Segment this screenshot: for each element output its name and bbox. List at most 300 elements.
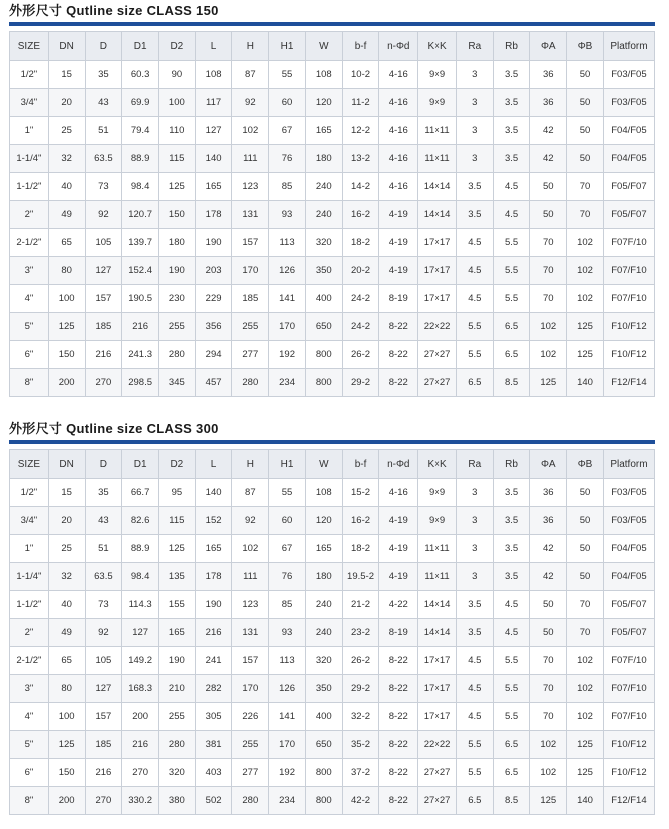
table-cell: 157 [232,647,269,675]
table-cell: 255 [158,703,195,731]
table-cell: 200 [48,787,85,815]
table-cell: 255 [158,313,195,341]
table-row [10,173,655,201]
table-cell: 330.2 [122,787,159,815]
table-cell: 55 [269,479,306,507]
table-cell: 170 [232,257,269,285]
table-cell: 3.5 [493,535,530,563]
table-cell: 18-2 [342,535,379,563]
table-cell: 229 [195,285,232,313]
table-cell: 1-1/2" [10,591,49,619]
table-cell: 125 [567,341,604,369]
table-cell: 320 [305,647,342,675]
table-cell: 65 [48,647,85,675]
table-cell: F03/F05 [603,479,654,507]
class300-title: 外形尺寸 Qutline size CLASS 300 [9,421,219,436]
table-cell: F07/F10 [603,285,654,313]
table-cell: 79.4 [122,117,159,145]
table-row [10,731,655,759]
table-cell: 70 [567,201,604,229]
table-header-row [10,32,655,61]
table-cell: 6" [10,759,49,787]
table-cell: 8-22 [379,731,418,759]
table-cell: 305 [195,703,232,731]
table-cell: 100 [158,89,195,117]
table-cell: 10-2 [342,61,379,89]
table-cell: F12/F14 [603,787,654,815]
table-cell: F04/F05 [603,145,654,173]
table-cell: 190 [195,229,232,257]
table-cell: 50 [530,591,567,619]
table-cell: 50 [567,61,604,89]
table-cell: 93 [269,619,306,647]
table-cell: 70 [567,619,604,647]
table-cell: 15-2 [342,479,379,507]
table-cell: 2-1/2" [10,647,49,675]
table-cell: 11×11 [418,145,457,173]
table-cell: 85 [269,591,306,619]
table-cell: 115 [158,507,195,535]
table-cell: 27×27 [418,759,457,787]
table-cell: 100 [48,703,85,731]
column-header: ΦA [530,450,567,479]
table-cell: 8.5 [493,369,530,397]
table-cell: 241 [195,647,232,675]
table-cell: 155 [158,591,195,619]
table-cell: 50 [567,117,604,145]
class150-section [0,0,669,397]
column-header: n-Φd [379,450,418,479]
column-header: K×K [418,450,457,479]
table-cell: F07F/10 [603,229,654,257]
table-cell: 15 [48,61,85,89]
table-cell: 125 [567,759,604,787]
table-cell: 22×22 [418,731,457,759]
table-cell: 127 [122,619,159,647]
table-cell: 3 [456,479,493,507]
table-cell: 65 [48,229,85,257]
table-cell: 11×11 [418,563,457,591]
table-row [10,341,655,369]
table-cell: 3" [10,257,49,285]
table-cell: 105 [85,229,122,257]
table-cell: 70 [530,703,567,731]
table-cell: 255 [232,731,269,759]
table-cell: 14×14 [418,591,457,619]
table-cell: 114.3 [122,591,159,619]
table-cell: F04/F05 [603,535,654,563]
table-cell: 4-16 [379,173,418,201]
table-cell: 42 [530,535,567,563]
table-cell: 131 [232,201,269,229]
table-row [10,535,655,563]
table-cell: 125 [530,787,567,815]
table-cell: 17×17 [418,257,457,285]
table-cell: 5.5 [493,647,530,675]
table-cell: 80 [48,675,85,703]
table-cell: 50 [530,173,567,201]
table-cell: 6.5 [493,313,530,341]
table-cell: 127 [195,117,232,145]
table-cell: 8-22 [379,787,418,815]
table-cell: 50 [567,89,604,117]
table-cell: 6.5 [493,341,530,369]
table-row [10,117,655,145]
table-cell: 400 [305,285,342,313]
table-cell: 70 [530,647,567,675]
table-cell: 6" [10,341,49,369]
table-cell: 6.5 [456,787,493,815]
table-cell: 69.9 [122,89,159,117]
table-cell: 40 [48,173,85,201]
column-header: D [85,450,122,479]
column-header: D1 [122,32,159,61]
table-cell: 190 [158,257,195,285]
table-cell: 5.5 [493,229,530,257]
table-cell: 240 [305,173,342,201]
table-cell: 14-2 [342,173,379,201]
table-cell: 111 [232,563,269,591]
table-cell: 5.5 [493,703,530,731]
table-cell: 192 [269,759,306,787]
table-row [10,145,655,173]
table-cell: 4.5 [456,229,493,257]
table-cell: 102 [567,229,604,257]
table-row [10,647,655,675]
table-cell: 117 [195,89,232,117]
column-header: Rb [493,32,530,61]
table-cell: 150 [48,759,85,787]
column-header: b-f [342,32,379,61]
table-cell: 120 [305,507,342,535]
table-cell: 51 [85,117,122,145]
column-header: K×K [418,32,457,61]
table-cell: 270 [122,759,159,787]
table-cell: 216 [122,313,159,341]
table-row [10,229,655,257]
table-cell: 234 [269,787,306,815]
table-cell: 4.5 [456,647,493,675]
table-cell: 17×17 [418,229,457,257]
table-cell: 92 [85,619,122,647]
table-cell: 102 [530,313,567,341]
table-cell: 216 [85,341,122,369]
table-cell: 35-2 [342,731,379,759]
class150-title: 外形尺寸 Qutline size CLASS 150 [9,3,219,18]
table-cell: F07F/10 [603,647,654,675]
table-cell: 294 [195,341,232,369]
table-cell: 127 [85,675,122,703]
column-header: H [232,450,269,479]
table-cell: F04/F05 [603,563,654,591]
table-row [10,619,655,647]
column-header: Ra [456,32,493,61]
table-cell: 3.5 [456,591,493,619]
table-cell: 4-19 [379,535,418,563]
table-cell: 4.5 [456,703,493,731]
table-cell: 70 [567,173,604,201]
table-cell: 20 [48,507,85,535]
table-cell: 280 [158,341,195,369]
table-cell: 63.5 [85,563,122,591]
column-header: D2 [158,32,195,61]
table-cell: 320 [158,759,195,787]
table-row [10,787,655,815]
table-cell: 216 [122,731,159,759]
table-cell: 113 [269,229,306,257]
column-header: Rb [493,450,530,479]
table-cell: 280 [232,369,269,397]
table-cell: F05/F07 [603,591,654,619]
table-cell: 1" [10,535,49,563]
table-cell: 650 [305,731,342,759]
table-cell: 87 [232,61,269,89]
table-cell: 140 [195,479,232,507]
class150-title-rule [9,22,655,26]
table-cell: 152.4 [122,257,159,285]
table-cell: F10/F12 [603,313,654,341]
table-cell: 5" [10,731,49,759]
table-cell: 8-22 [379,675,418,703]
table-cell: 50 [530,619,567,647]
table-cell: 168.3 [122,675,159,703]
table-cell: 102 [530,341,567,369]
table-cell: 800 [305,341,342,369]
table-cell: 40 [48,591,85,619]
table-cell: 100 [48,285,85,313]
table-cell: 55 [269,61,306,89]
table-cell: 8-22 [379,703,418,731]
class300-dimension-table [9,449,655,815]
table-cell: 8" [10,787,49,815]
table-cell: 120 [305,89,342,117]
table-cell: 4-19 [379,229,418,257]
table-cell: 192 [269,341,306,369]
table-cell: 135 [158,563,195,591]
column-header: b-f [342,450,379,479]
column-header: ΦA [530,32,567,61]
table-cell: 4.5 [493,591,530,619]
table-cell: 37-2 [342,759,379,787]
table-cell: 32 [48,563,85,591]
column-header: SIZE [10,450,49,479]
table-cell: 210 [158,675,195,703]
table-cell: 234 [269,369,306,397]
table-cell: 102 [567,257,604,285]
table-cell: 298.5 [122,369,159,397]
table-cell: 277 [232,759,269,787]
table-cell: 36 [530,89,567,117]
table-cell: 70 [530,675,567,703]
table-cell: F07/F10 [603,703,654,731]
table-cell: 29-2 [342,675,379,703]
table-cell: 87 [232,479,269,507]
table-cell: 20 [48,89,85,117]
table-cell: 4" [10,285,49,313]
table-cell: 282 [195,675,232,703]
table-cell: 80 [48,257,85,285]
table-row [10,563,655,591]
table-cell: 1" [10,117,49,145]
table-cell: 120.7 [122,201,159,229]
table-cell: 125 [567,313,604,341]
table-cell: 18-2 [342,229,379,257]
table-cell: 17×17 [418,703,457,731]
table-cell: 13-2 [342,145,379,173]
table-cell: 8-22 [379,369,418,397]
table-cell: 12-2 [342,117,379,145]
table-cell: 180 [305,145,342,173]
table-cell: 270 [85,369,122,397]
table-cell: 140 [567,369,604,397]
table-cell: 180 [158,229,195,257]
table-cell: 165 [305,535,342,563]
column-header: ΦB [567,450,604,479]
table-cell: 8" [10,369,49,397]
table-cell: 4-19 [379,563,418,591]
table-cell: F04/F05 [603,117,654,145]
table-row [10,759,655,787]
table-row [10,507,655,535]
table-cell: 240 [305,619,342,647]
table-cell: 42 [530,145,567,173]
table-cell: 9×9 [418,61,457,89]
table-cell: 113 [269,647,306,675]
table-cell: 51 [85,535,122,563]
table-cell: 27×27 [418,787,457,815]
table-cell: 14×14 [418,619,457,647]
table-cell: 6.5 [493,759,530,787]
table-cell: 49 [48,619,85,647]
table-cell: 93 [269,201,306,229]
table-cell: 43 [85,89,122,117]
table-cell: 400 [305,703,342,731]
table-cell: 36 [530,507,567,535]
column-header: SIZE [10,32,49,61]
table-cell: 2-1/2" [10,229,49,257]
table-cell: 241.3 [122,341,159,369]
table-cell: 35 [85,479,122,507]
table-cell: 4" [10,703,49,731]
table-cell: 170 [232,675,269,703]
table-cell: 92 [232,89,269,117]
table-cell: 111 [232,145,269,173]
table-cell: 102 [530,759,567,787]
table-cell: 16-2 [342,201,379,229]
table-cell: 5.5 [456,759,493,787]
class300-title-rule [9,440,655,444]
table-cell: 190 [158,647,195,675]
table-cell: 403 [195,759,232,787]
table-row [10,703,655,731]
table-cell: 4.5 [493,619,530,647]
table-cell: 70 [530,285,567,313]
table-cell: 280 [232,787,269,815]
table-cell: 15 [48,479,85,507]
column-header: H1 [269,450,306,479]
table-cell: 5.5 [456,731,493,759]
table-cell: 9×9 [418,507,457,535]
table-cell: 350 [305,675,342,703]
table-cell: 82.6 [122,507,159,535]
table-cell: 70 [530,229,567,257]
table-cell: 60 [269,507,306,535]
table-cell: 110 [158,117,195,145]
table-cell: 140 [195,145,232,173]
table-cell: 157 [232,229,269,257]
table-cell: 17×17 [418,647,457,675]
table-cell: F10/F12 [603,759,654,787]
table-cell: 102 [567,647,604,675]
table-cell: 8-19 [379,285,418,313]
table-cell: 115 [158,145,195,173]
table-cell: 226 [232,703,269,731]
column-header: W [305,32,342,61]
table-row [10,61,655,89]
table-cell: 42 [530,117,567,145]
table-cell: 1/2" [10,61,49,89]
table-cell: 4-19 [379,257,418,285]
column-header: Platform [603,32,654,61]
table-cell: 3 [456,89,493,117]
table-cell: 4-19 [379,507,418,535]
table-cell: 150 [48,341,85,369]
table-cell: 139.7 [122,229,159,257]
column-header: L [195,450,232,479]
table-cell: 108 [305,61,342,89]
table-cell: 150 [158,201,195,229]
table-cell: 4-16 [379,117,418,145]
table-cell: 125 [567,731,604,759]
table-cell: 240 [305,201,342,229]
table-cell: 108 [195,61,232,89]
table-cell: 73 [85,591,122,619]
table-cell: 26-2 [342,341,379,369]
table-cell: 8.5 [493,787,530,815]
table-cell: 6.5 [456,369,493,397]
table-cell: 178 [195,563,232,591]
table-cell: 381 [195,731,232,759]
table-cell: 4-16 [379,145,418,173]
table-cell: 67 [269,535,306,563]
table-cell: 88.9 [122,535,159,563]
table-cell: 200 [48,369,85,397]
table-cell: 3.5 [493,61,530,89]
column-header: D [85,32,122,61]
table-cell: 50 [567,145,604,173]
table-cell: 92 [85,201,122,229]
table-cell: 5.5 [493,285,530,313]
table-cell: 1/2" [10,479,49,507]
table-cell: 3 [456,563,493,591]
table-cell: 63.5 [85,145,122,173]
table-cell: 26-2 [342,647,379,675]
table-cell: 90 [158,61,195,89]
table-cell: 17×17 [418,285,457,313]
table-cell: 185 [232,285,269,313]
table-cell: 70 [567,591,604,619]
table-cell: 5.5 [493,257,530,285]
table-cell: 149.2 [122,647,159,675]
table-cell: 190.5 [122,285,159,313]
table-cell: 76 [269,563,306,591]
table-cell: 102 [567,703,604,731]
table-cell: 88.9 [122,145,159,173]
table-cell: 356 [195,313,232,341]
table-cell: 200 [122,703,159,731]
table-cell: 170 [269,313,306,341]
table-cell: 8-22 [379,759,418,787]
